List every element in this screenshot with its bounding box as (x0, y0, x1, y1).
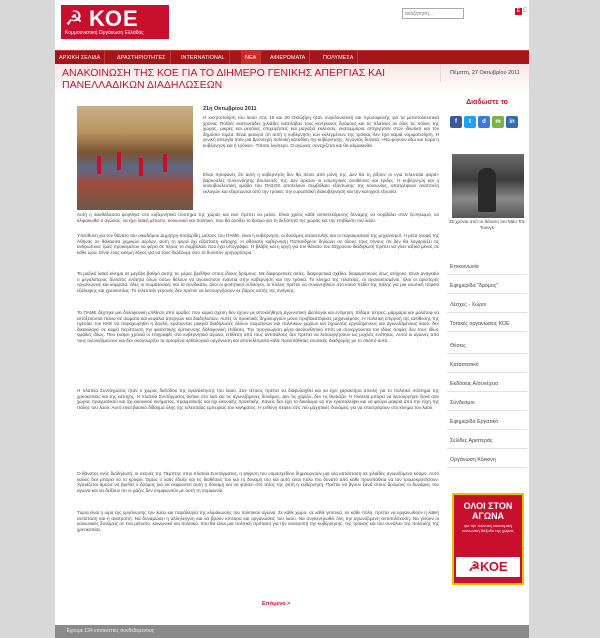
search-input[interactable] (402, 8, 464, 19)
article-title: ΑΝΑΚΟΙΝΩΣΗ ΤΗΣ ΚΟΕ ΓΙΑ ΤΟ ΔΙΗΜΕΡΟ ΓΕΝΙΚΗΣ ΑΠΕΡΓΙΑΣ ΚΑΙ ΠΑΝΕΛΛΑΔΙΚΩΝ ΔΙΑΔΗΛΩΣΕΩΝ (62, 67, 386, 91)
language-greek-button[interactable]: Ε (516, 8, 521, 14)
current-date: Πέμπτη, 27 Οκτωβρίου 2011 (440, 64, 529, 82)
main-nav (55, 50, 529, 64)
article-paragraph: Το μαζικό λαϊκό κίνημα σε μεγάλο βαθμό αυτής τις μέρες βρέθηκε στους ίδιους δρόμους. Με διαφορετικές αιτίες, διαφορετικά σχέδια, διαφορετικούς ίσως στόχους. Είναι αναγκαίο ο μεγαλύτερος δυνατός ενότητα όλων όσων θέλουν να αγωνιστούν ενάντια στην κυβέρνηση και την τρόικα. Το κίνημα της πλατείας, οι αγανακτισμένοι, όλοι οι αριστερές οργανώσεις και κόμματα, όλες οι σωματειακές και τα συνδικάτα, όλοι οι φοιτητικοί σύλλογοι, οι πόλεις πρέπει να συναντηθούν στο κοινό πεδίο της πάλης για μια ενωτική πορεία εξάλειψης και χρεοκοπίας. Το τελευταίο γεγονός δεν πρέπει να λειτουργήσουν σε βάρος αυτής της ανάγκης. (77, 271, 439, 293)
next-link[interactable]: Επόμενο > (262, 601, 291, 607)
article-paragraph: Η πλατεία Συντάγματος ήταν ο χώρος διεξόδου της αγανάκτησης του λαού. Σαν τέτοιος πρέπει να διαφυλαχθεί και να έχει χαρακτήρα απειλή για το πολιτικό σύστημα της χρεοκοπίας και της κατοχής. Η πλατεία Συντάγματος ανήκει στο λαό και τις αγωνιζόμενες δυνάμεις. Δεν τις χαρίζει, δεν τις θυσιάζει. Η πλατεία μπορεί να λειτουργήσει ξανά σαν χώρος πραγματικού και όχι εικονικού κινήματος, πραγματικής και όχι εικονικής πρακτικής. Κανείς δεν έχει το δικαίωμα να την εγκαταλείψει και να φεύγει μακριά από την τύχη της πάλης του λαού. Αυτό είναι βασικό δίδαγμα όλης της τελευταίας εμπειρίας του κινήματος. Η ευθύνη πέφτει στις πιο μαχητικές δυνάμεις για να επιστρέψουν στο κίνημα του λαού. (77, 388, 439, 410)
sidebar-link-links[interactable]: Σύνδεσμοι (447, 398, 527, 411)
facebook-icon[interactable]: f (450, 116, 462, 128)
sidebar-link-publications[interactable]: Εκδόσεις Α/συνέχεια (447, 379, 527, 392)
header (55, 0, 529, 48)
social-buttons (447, 116, 527, 130)
nav-item-features[interactable]: ΑΦΙΕΡΩΜΑΤΑ (266, 51, 310, 65)
banner-logo: ☭ΚΟΕ (456, 557, 520, 577)
article-date: 21η Οκτωβρίου 2011 (203, 106, 257, 112)
nav-item-international[interactable]: INTERNATIONAL (177, 51, 230, 65)
article-paragraph: Υπεύθυνη για τον θάνατο του οικοδόμου Δημήτρη Κοτζαρίδη, μέλους του ΠΑΜΕ, είναι η κυβέρνηση, οι δυνάμεις καταστολής και οι παρακρατικοί της μηχανισμοί. Η μέτα τροφή της Αθήνας σε θάλασσα χημικών αερίων, αυτή τη φορά όχι εξάσταση κάτοχης. Η αθάνατη κυβέρνηση Παπανδρέου δηλώνει σε όλους τους τόνους ότι δεν θα λογαριάζει τις ανθρώπινες ζωές προκειμένου να φέρει σε πέρας το συμβόλαιο που έχει υπογράψει. Η βλάβη και η οργή για τον θάνατο του 53χρονου διαδηλωτή πρέπει να γίνει ταξικό μένος σε κάθε ωρα. Είναι ένας ακόμη λόγος για να τους διώξουμε όσο το δυνατόν γρηγορότερα. (77, 233, 439, 255)
hammer-sickle-icon: ☭ (65, 6, 83, 30)
sidebar-link-positions[interactable]: Θέσεις (447, 341, 527, 354)
nav-item-multimedia[interactable]: ΠΟΛΥΜΕΣΑ (319, 51, 358, 65)
language-english-button[interactable]: Ε (523, 8, 528, 14)
photo-caption[interactable]: 35 χρόνια από το θάνατο του Μάο Τσε Τουνγκ (448, 219, 526, 230)
article-paragraph: Ο θάνατος ενός διαδηλωτή, οι σκηνές της Πέμπτης στην πλατεία Συντάγματος, η ψήφιση του νομοσχεδίου δημιουργούν μια νέα κατάσταση σε χιλιάδες αγωνιζόμενο κόσμο. Αυτό κανείς δεν μπορεί να το κρύψει. Όμως ο λαός έδειξε και τις διαθέσεις του και τη δύναμή του και αυτό είναι πολύ πιο δυνατό από κάθε προσπάθεια να τον τρομοκρατήσουν. Χρειάζεται άμεσα να βρεθεί ο δρόμος για να εκφραστεί αυτή η δύναμη και να φτάσει στο τέλος της αυτή η κυβέρνηση. Πρέπει να βγουν ξανά στους δρόμους οι δυνάμεις του αγώνα και να δείξουν ότι οι μάζες δεν συμφωνούν με αυτή τη συμφωνία. (77, 471, 439, 493)
sidebar-link-newspaper[interactable]: Εφημερίδα "δρόμος" (447, 281, 527, 294)
article-paragraph: Είναι προφανές ότι αυτή η κυβέρνηση δεν θα πέσει από μόνη της. Δεν θα τη ρίξουν οι «για τελευταία φορά» βαρκούλες συνεννόησης βουλευτές της. Δεν αρκούν οι εσωτερικές αντιθέσεις και έριδες. Η κυβέρνηση και η κοινοβουλευτική ομάδα του ΠΑΣΟΚ αποτελούν συμβόλαιο εξόντωσης της κοινωνίας, αποτρέψουν ανάπτυξη εκλογών και εξαρτώνται από την τρόικα, την ευρωπαϊκή διακυβέρνηση και την κατοχική εξουσία. (203, 172, 439, 194)
sidebar-link-left-pages[interactable]: Σελίδες Αριστεράς (447, 436, 527, 449)
article-paragraph: Τώρα είναι η ώρα της οργάνωσης του λαού και παράλληλα της κλιμάκωσης του πολιτικού αγώνα. Σε κάθε χώρο, σε κάθε γειτονιά, σε κάθε πόλη, πρέπει να οργανωθούν η λαϊκή αντίσταση και η ανατροπή. Να δυναμώσει η αλληλεγγύη και να βρουν κύτταρα και οργανώσεις του λαού. Να συγκεντρωθεί όλη την αγωνιζόμενη αντιπολίτευση. Να γίνουν οι κοινωνικές δυνάμεις σε ένα μέτωπο, κοινωνικό και πολιτικό, που θα είναι μια πολιτική πρόταση για την ανατροπή της κυβέρνησης, της τρόικας και του συνόλου της πολιτικής της χρεοκοπίας. (77, 510, 439, 532)
article-paragraph: Η κινητοποίηση του λαού στις 19 και 20 Οκτώβρη ήταν συγκλονιστική και πρωτοφανής για τα μεταπολιτευτικά χρόνια. Πολλές εκατοντάδες χιλιάδες κατέλαβαν τους κεντρικούς δρόμους και τις πλατείες σε όλες τις πόλεις της χώρας, μικρές και μεγάλες επιχειρήσεις και μαγαζιά έκλεισαν, εκατομμύρια απήργησαν στον ιδιωτικό και τον δημόσιο τομέα. Είναι φανερό ότι αυτή η κυβέρνηση των εκλεγμένων της τρόικας δεν έχει καμιά νομιμοποίηση. Η γενική απεργία ήταν μια βροντερή πολιτική καταδίκη της κυβέρνησης, λέγοντάς δυνατά: «Να φύγουν εδώ και τώρα η κυβέρνηση και η τρόικα». Τίποτα λιγότερο. Ο αγώνας συνεχίζεται και θα κλιμακωθεί. (203, 115, 439, 148)
logo-subtitle: Κομμουνιστική Οργάνωση Ελλάδας (65, 30, 144, 36)
article-paragraph: Αυτή η λαοθάλασσα φύρθηκε στο κυβερνητικό σύστημα της χώρας και εκεί πρέπει να μείνει. Είναι χρέος κάθε αντιστεκόμενης δύναμης να συμβάλει στον ξεσηκωμό, να κλιμακωθεί ο αγώνας, να έχει λαϊκή μέτωπο, κοινωνικό και πολιτικό, που θα ανοίξει το δρόμο για τη δεξιότητα της χώρας και την επιβίωση του λαού. (77, 212, 439, 223)
page-container (55, 0, 529, 625)
share-heading: Διαδώστε το (466, 99, 508, 106)
nav-item-home[interactable]: ΑΡΧΙΚΗ ΣΕΛΙΔΑ (55, 51, 105, 65)
twitter-icon[interactable]: t (464, 116, 476, 128)
footer-visitors: Έχουμε 124 επισκέπτες συνδεδεμένους (55, 625, 529, 638)
banner-title: ΟΛΟΙ ΣΤΟΝ ΑΓΩΝΑ (463, 501, 513, 521)
sidebar-link-contact[interactable]: Επικοινωνία (447, 262, 527, 275)
sidebar-link-ergatiko[interactable]: Εφημερίδα Εργατικό (447, 417, 527, 430)
sidebar-link-clubs[interactable]: Λέσχες - Χώροι (447, 300, 527, 313)
sidebar-link-statute[interactable]: Καταστατικό (447, 360, 527, 373)
logo-name: ΚΟΕ (89, 6, 139, 31)
sidebar-link-red-org[interactable]: Οργάνωση Κόκκινη (447, 455, 527, 468)
delicious-icon[interactable]: d (478, 116, 490, 128)
article-photo (77, 106, 193, 210)
campaign-banner[interactable] (452, 493, 524, 585)
banner-text: για την πολιτική οικονομική κοινωνική διέξοδο της χώρας (462, 523, 514, 533)
nav-item-news[interactable]: ΝΕΑ (241, 51, 261, 65)
article-paragraph: Το ΠΑΜΕ δέχτηκε μια δολοφονική επίθεση από ομάδες που καμιά σχέση δεν έχουν με αποκλήθηση αγωνιστική ιδεολογία και εντίμηση. Είδαμε πέτρες, μάρμαρα και μολότοφ να εκτοξεύονται πάνω σε σώματα και κεφάλια απεργών και διαδηλωτών. Αυτές οι πρακτικές δημιουργούν μόνο προβοκατόρικες μηχανισμούς. Η πολιτική επιρροή της αντίθεσης της ηγεσίας του ΚΚΕ να παραχωρηθεί η δουλή, κρατώντας μακριά διαδηλωτές άλλων σωματείων και πολιτικών χώρων και τηρώντας εργαζόμενους και αγωνιζόμενους λαού, δεν δικαιολογεί σε καμιά περίπτωση την φασιστικής έμπνευσης δολοφονική επίθεση. Την προγνώριση μέρα ακολουθητικό σπίτι να συνεργούνται τον ιδίως σοφίες δεν τους ιδίως ομάδες ιδίως. Που ενέψει χρόνια οι επιγραφές στο κυβέρνητικό αγώνα, επίθεση από τους αντιπάλους δεν πρέπει να λειτουργήσουν ως μοχλός ενότητας. Αυτοί οι αγώνες από τους αγωνιζόμενους και δεν αναγνωρίζει τα ορισμένα ορθολογικά οργάνωση και αποτελέσματα κάθε προσπάθειας ενωτικής διαδρομής με το σκοπό αυτό. (77, 310, 439, 343)
nav-item-activities[interactable]: ΔΡΑΣΤΗΡΙΟΤΗΤΕΣ (113, 51, 171, 65)
mao-photo[interactable] (452, 154, 524, 218)
site-logo[interactable] (61, 5, 169, 39)
linkedin-icon[interactable]: in (506, 116, 518, 128)
sidebar-link-local-orgs[interactable]: Τοπικές οργανώσεις ΚΟΕ (447, 319, 527, 332)
myspace-icon[interactable]: m (492, 116, 504, 128)
